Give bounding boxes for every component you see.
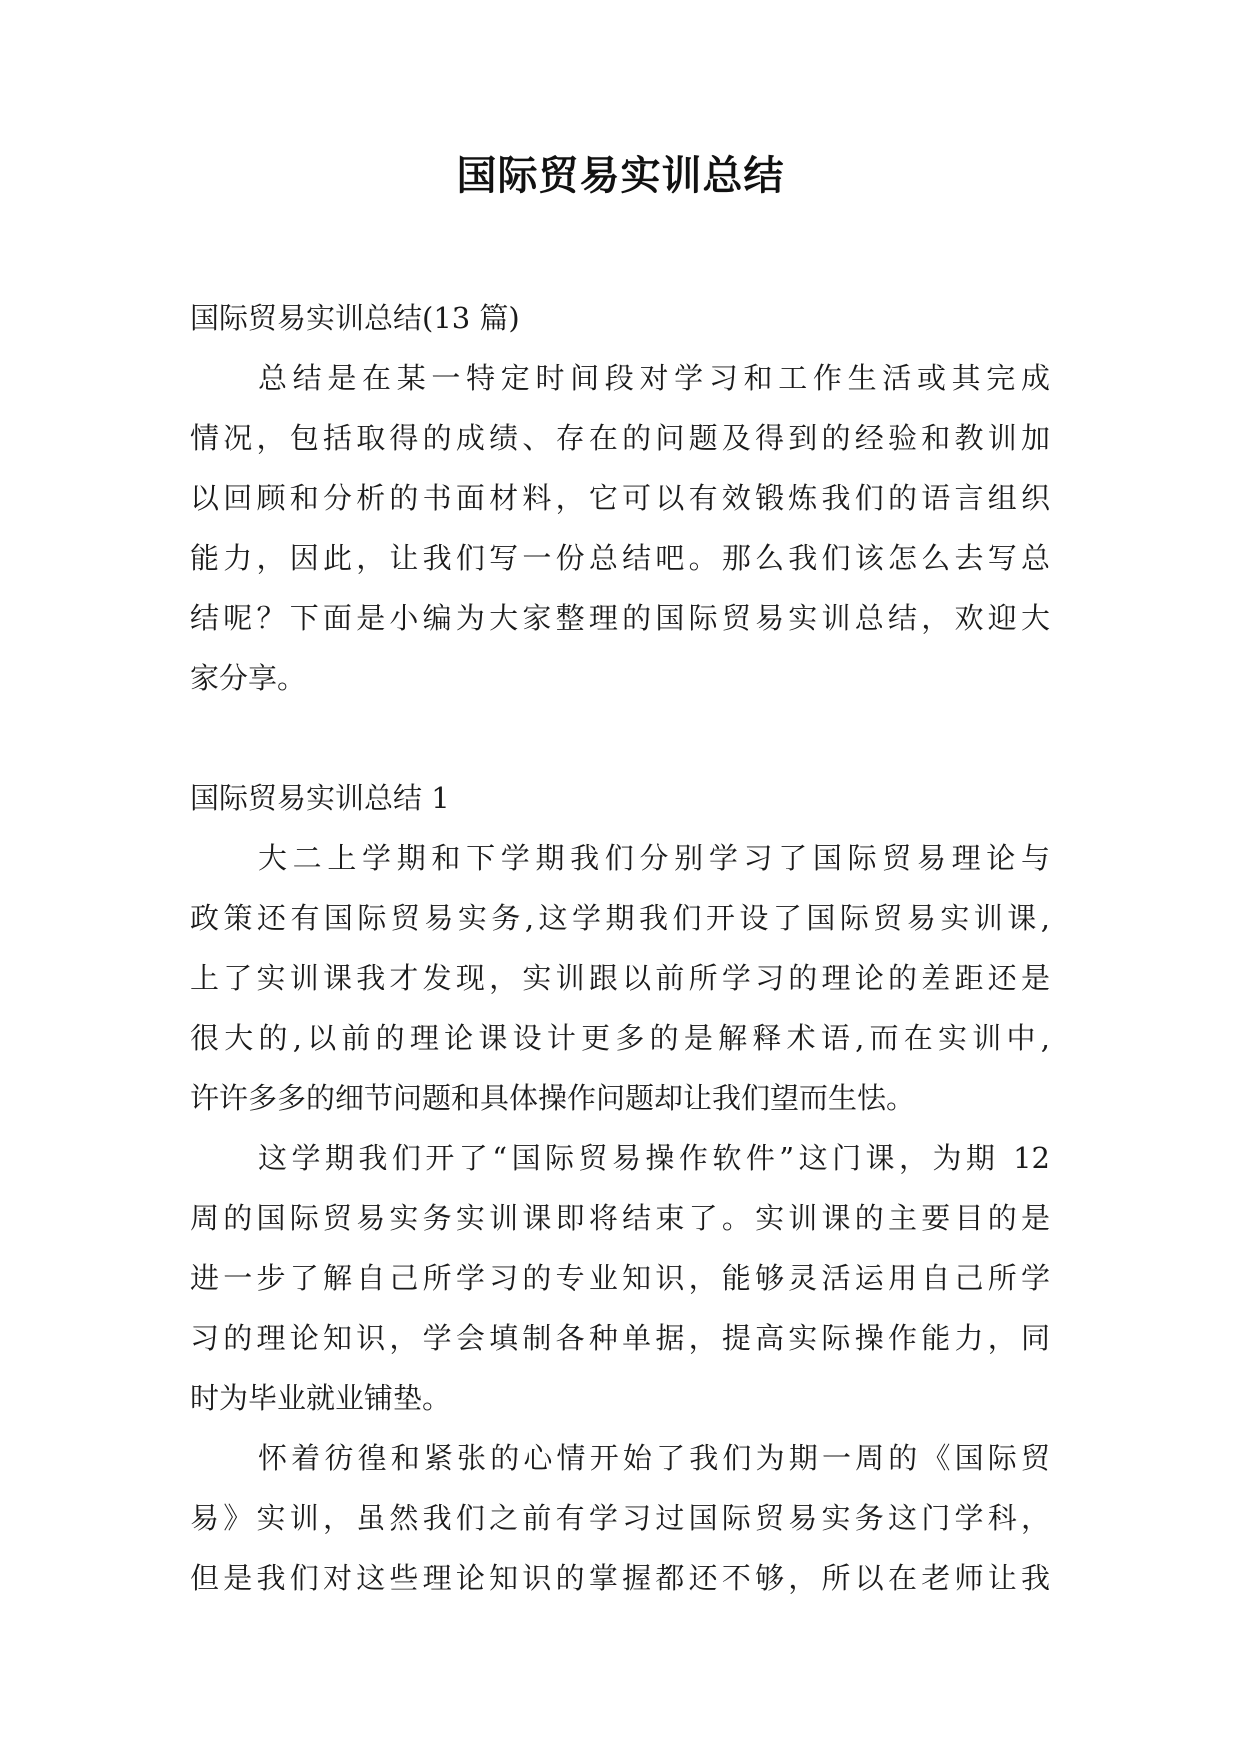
paragraph-line: 大二上学期和下学期我们分别学习了国际贸易理论与 — [258, 841, 1050, 875]
paragraph-line: 周的国际贸易实务实训课即将结束了。实训课的主要目的是 — [190, 1201, 1050, 1235]
paragraph-line: 许许多多的细节问题和具体操作问题却让我们望而生怯。 — [190, 1081, 916, 1115]
section-spacer — [190, 708, 1050, 768]
document-body — [190, 288, 1050, 1608]
paragraph-line: 易》实训，虽然我们之前有学习过国际贸易实务这门学科， — [190, 1501, 1050, 1535]
body-paragraph — [190, 1128, 1050, 1428]
body-paragraph — [190, 1428, 1050, 1608]
intro-paragraph — [190, 348, 1050, 708]
paragraph-line: 上了实训课我才发现，实训跟以前所学习的理论的差距还是 — [190, 961, 1050, 995]
paragraph-line: 怀着彷徨和紧张的心情开始了我们为期一周的《国际贸 — [258, 1441, 1050, 1475]
paragraph-line: 情况，包括取得的成绩、存在的问题及得到的经验和教训加 — [190, 421, 1050, 455]
paragraph-line: 能力，因此，让我们写一份总结吧。那么我们该怎么去写总 — [190, 541, 1050, 575]
paragraph-line: 结呢？下面是小编为大家整理的国际贸易实训总结，欢迎大 — [190, 601, 1050, 635]
paragraph-line: 进一步了解自己所学习的专业知识，能够灵活运用自己所学 — [190, 1261, 1050, 1295]
paragraph-line: 这学期我们开了“国际贸易操作软件”这门课，为期 12 — [258, 1141, 1050, 1175]
document-subtitle: 国际贸易实训总结(13 篇) — [190, 301, 520, 335]
body-paragraph — [190, 828, 1050, 1128]
paragraph-line: 很大的,以前的理论课设计更多的是解释术语,而在实训中, — [190, 1021, 1050, 1055]
paragraph-line: 以回顾和分析的书面材料，它可以有效锻炼我们的语言组织 — [190, 481, 1050, 515]
section-heading: 国际贸易实训总结 1 — [190, 781, 450, 815]
paragraph-line: 习的理论知识，学会填制各种单据，提高实际操作能力，同 — [190, 1321, 1050, 1355]
paragraph-line: 政策还有国际贸易实务,这学期我们开设了国际贸易实训课, — [190, 901, 1050, 935]
paragraph-line: 时为毕业就业铺垫。 — [190, 1381, 452, 1415]
paragraph-line: 家分享。 — [190, 661, 307, 695]
paragraph-line: 总结是在某一特定时间段对学习和工作生活或其完成 — [258, 361, 1050, 395]
paragraph-line: 但是我们对这些理论知识的掌握都还不够，所以在老师让我 — [190, 1561, 1050, 1595]
document-title: 国际贸易实训总结 — [456, 153, 785, 199]
